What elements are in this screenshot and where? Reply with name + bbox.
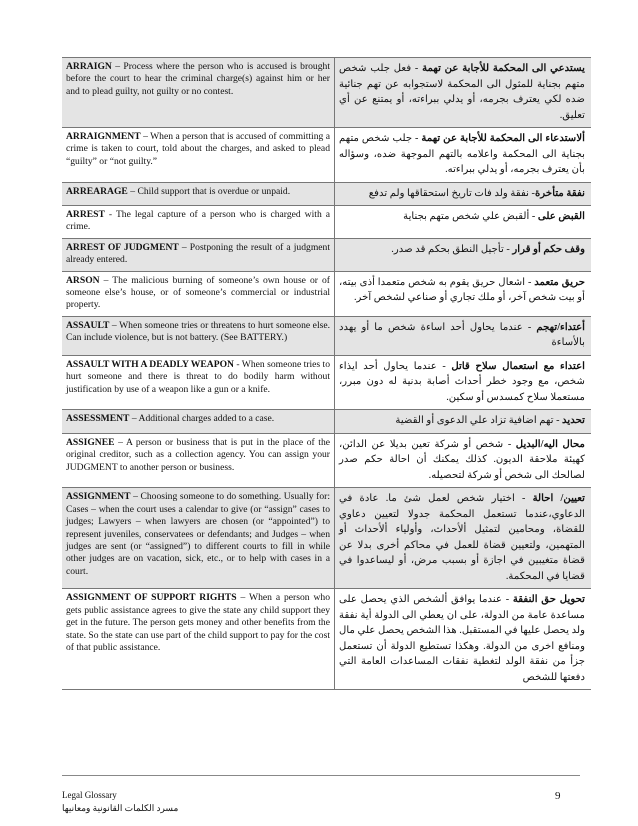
footer-title-english: Legal Glossary (62, 790, 117, 800)
glossary-row (62, 316, 591, 355)
arabic-term: تحويل حق النفقة (512, 594, 585, 606)
english-term: ARRAIGNMENT (66, 131, 141, 142)
footer-divider (62, 775, 580, 776)
glossary-row (62, 488, 591, 589)
arabic-definition (335, 271, 592, 316)
english-text: – When a person who gets public assistance agrees to give the state any child support they get in the future. The person gets money and other benefits from the state. So the state can use part of the child support to pay for the cost of that public assistance. (66, 592, 330, 653)
glossary-row (62, 206, 591, 239)
english-text: – Additional charges added to a case. (129, 413, 275, 425)
english-text: – The malicious burning of someone’s own house or of someone else’s house, or of someone’s commercial or industrial property. (66, 274, 330, 311)
arabic-term: القبض على (537, 211, 585, 222)
arabic-term: محال اليه/البديل (515, 438, 585, 450)
english-definition (62, 410, 335, 434)
arabic-term: تحديد (562, 415, 585, 427)
glossary-row (62, 589, 591, 690)
arabic-text: - ألقبض علي شخص متهم بجناية (403, 211, 538, 222)
english-term: ARREST OF JUDGMENT (66, 241, 179, 253)
english-text: - When someone tries to hurt someone and there is threat to do bodily harm without justification by use of a weapon like a gun or a knife. (66, 358, 330, 395)
english-text: – Postponing the result of a judgment already entered. (66, 241, 331, 266)
arabic-text: - تهم اضافية تزاد علي الدعوى أو القضية (395, 415, 563, 427)
english-text: – When someone tries or threatens to hurt someone else. Can include violence, but is not battery. (See BATTERY.) (66, 319, 330, 344)
glossary-row (62, 58, 591, 128)
glossary-row (62, 433, 591, 488)
arabic-term: أعتداء/تهجم (536, 321, 585, 333)
arabic-definition (335, 206, 592, 239)
english-definition (62, 238, 335, 271)
english-term: ASSAULT WITH A DEADLY WEAPON (66, 358, 234, 370)
arabic-definition (335, 589, 592, 690)
arabic-term: يستدعي الى المحكمة للأجابة عن تهمة (422, 63, 585, 74)
arabic-term: اعتداء مع استعمال سلاح قاتل (451, 360, 585, 372)
english-definition (62, 488, 335, 589)
english-text: - The legal capture of a person who is charged with a crime. (66, 209, 330, 233)
arabic-definition (335, 182, 592, 206)
english-term: ARRAIGN (66, 61, 112, 72)
english-term: ASSIGNMENT OF SUPPORT RIGHTS (66, 592, 237, 604)
arabic-definition (335, 58, 592, 128)
english-term: ARREARAGE (66, 185, 128, 197)
english-definition (62, 316, 335, 355)
glossary-row (62, 238, 591, 271)
arabic-text: - جلب شخص متهم بجناية الى المحكمة واعلامه بالتهم الموجهة ضده، وسؤاله بأن يعترف بجرمه، أو يدلي ببراءته. (339, 133, 585, 175)
english-text: – Child support that is overdue or unpaid. (127, 185, 291, 197)
page-number: 9 (555, 790, 561, 802)
arabic-definition (335, 488, 592, 589)
english-definition (62, 128, 335, 183)
english-term: ARSON (66, 274, 100, 286)
arabic-text: - نفقة ولد فات تاريخ استحقاقها ولم تدفع (368, 187, 535, 199)
arabic-text: - اختيار شخص لعمل شئ ما. عادة في الدعاوي،عندما تستعمل المحكمة جدولا لتعيين دعاوي للقضاة، ومحامين لتمثيل ألأحداث، وأولياء ألأحداث أو المتهمين، ولتعيين قضاة للعمل في محاكم أخرى بدلا عن قضاة متغيبين في اجازة أو بسبب مرض، أو ليساعدوا في قضايا في المحكمة. (339, 493, 585, 582)
arabic-term: حريق متعمد (534, 276, 585, 288)
arabic-definition (335, 238, 592, 271)
arabic-term: ألاستدعاء الى المحكمة للأجابة عن تهمة (421, 133, 585, 144)
english-definition (62, 58, 335, 128)
arabic-text: - اشعال حريق يقوم به شخص متعمدا أذى بيته، أو بيت شخص آخر، أو ملك تجاري أو صناعي لشخص آخر. (339, 276, 585, 304)
arabic-definition (335, 433, 592, 488)
english-term: ARREST (66, 209, 105, 220)
arabic-text: - تأجيل النطق بحكم قد صدر. (391, 243, 513, 255)
english-term: ASSESSMENT (66, 413, 130, 425)
english-definition (62, 589, 335, 690)
english-text: – Process where the person who is accused is brought before the court to hear the criminal charge(s) against him or her and to plead guilty, not guilty or no contest. (66, 61, 330, 97)
english-definition (62, 182, 335, 206)
arabic-term: تعيين/ احالة (532, 493, 585, 505)
english-definition (62, 433, 335, 488)
arabic-text: - شخص أو شركة تعين بديلا عن الدائن، كهيئة ملاحقة الديون. كذلك يمكنك أن احالة حكم صدر لصالحك الى شخص أو شركة لتحصيله. (339, 438, 585, 481)
english-text: – Choosing someone to do something. Usually for: Cases – when the court uses a calendar to give (or “assign” cases to judges; Lawyers – when lawyers are chosen (or “appointed”) to represent juveniles, conservatees or defendants; and Judges – when judges are sent (or “assigned”) to different courts to fill in while other judges are on vacation, sick, etc., or to help with cases in a court. (66, 491, 330, 577)
footer-title-arabic: مسرد الكلمات القانونية ومعانيها (62, 803, 179, 813)
glossary-row (62, 128, 591, 183)
arabic-text: - عندما يحاول أحد اساءة شخص ما أو يهدد بالأساءة (339, 321, 585, 349)
arabic-definition (335, 316, 592, 355)
glossary-row (62, 271, 591, 316)
arabic-term: نفقة متأخرة (534, 187, 585, 199)
glossary-row (62, 182, 591, 206)
english-definition (62, 355, 335, 410)
english-definition (62, 206, 335, 239)
arabic-definition (335, 355, 592, 410)
arabic-definition (335, 128, 592, 183)
english-text: – When a person that is accused of committing a crime is taken to court, told about the charges, and asked to plead “guilty” or “not guilty.” (66, 131, 330, 167)
english-term: ASSIGNEE (66, 436, 115, 448)
english-term: ASSIGNMENT (66, 491, 131, 503)
arabic-definition (335, 410, 592, 434)
arabic-text: - فعل جلب شخص متهم بجناية للمثول الى المحكمة لاستجوابه عن تهم جنائية ضده لكي يعترف بجرمه، أو يدلي ببراءته، أو يمتنع عن أي تعليق. (339, 63, 585, 121)
english-definition (62, 271, 335, 316)
glossary-row (62, 410, 591, 434)
english-text: – A person or business that is put in the place of the original creditor, such as a collection agency. You can assign your JUDGMENT to another person or business. (66, 436, 330, 473)
arabic-term: وقف حكم أو قرار (512, 243, 585, 255)
english-term: ASSAULT (66, 319, 110, 331)
arabic-text: - عندما يحاول أحد ايذاء شخص، مع وجود خطر أحداث أصابة بدنية له دون مبرر، مستعملا سلاح كمسدس أو سكين. (339, 360, 585, 403)
glossary-table (62, 57, 591, 690)
arabic-text: - عندما يوافق ألشخص الذي يحصل على مساعدة عامة من الدولة، على ان يعطي الى الدولة أية نفقة ولد يحصل عليها في المستقبل. هذا الشخص يحصل علي مال ومنافع اخرى من الدولة. وهكذا تستطيع الدولة أن تستعمل جزأ من نفقة الولد لتغطية نفقات المساعدات العامة التي دفعتها للشخص (339, 594, 585, 683)
glossary-row (62, 355, 591, 410)
